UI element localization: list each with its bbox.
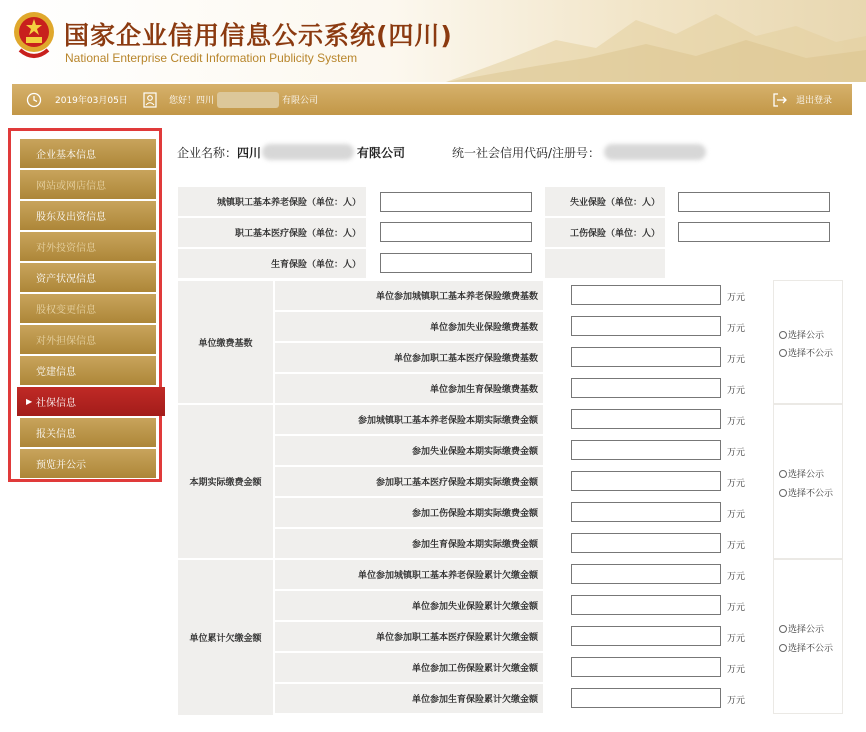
sidebar-item-guarantee-info[interactable] (20, 325, 156, 354)
maternity-count-label: 生育保险（单位：人） (178, 249, 366, 278)
sidebar-item-label: 报关信息 (36, 429, 76, 440)
national-emblem-icon (12, 10, 56, 62)
sidebar-item-equity-change-info[interactable] (20, 294, 156, 323)
unit-label: 万元 (727, 541, 746, 551)
medical-count-input[interactable] (380, 222, 532, 242)
hide-radio-2[interactable] (779, 486, 833, 499)
unit-label: 万元 (727, 572, 746, 582)
amount-input[interactable] (571, 316, 721, 336)
amount-input[interactable] (571, 502, 721, 522)
unit-label: 万元 (727, 634, 746, 644)
logout-icon (772, 92, 788, 108)
amount-input[interactable] (571, 409, 721, 429)
mountain-background (446, 0, 866, 82)
clock-icon (26, 92, 42, 108)
credit-code-label: 统一社会信用代码/注册号： (452, 146, 601, 160)
amount-input[interactable] (571, 626, 721, 646)
amount-input[interactable] (571, 533, 721, 553)
radio-label: 选择不公示 (788, 489, 834, 499)
sidebar-item-label: 企业基本信息 (36, 150, 96, 161)
hide-radio-1[interactable] (779, 346, 833, 359)
amount-input[interactable] (571, 595, 721, 615)
unit-label: 万元 (727, 696, 746, 706)
option-column (773, 280, 843, 404)
sidebar-item-label: 股东及出资信息 (36, 212, 106, 223)
active-arrow-icon: ▶ (26, 397, 33, 406)
sidebar-item-label: 对外担保信息 (36, 336, 96, 347)
radio-label: 选择公示 (788, 331, 825, 341)
injury-count-label: 工伤保险（单位：人） (545, 218, 665, 247)
sidebar-item-investment-info[interactable] (20, 232, 156, 261)
greeting-text: 您好！四川 (169, 96, 215, 106)
unit-label: 万元 (727, 324, 746, 334)
maternity-count-input[interactable] (380, 253, 532, 273)
amount-row-label: 参加城镇职工基本养老保险本期实际缴费金额 (275, 405, 543, 434)
amount-row-label: 单位参加失业保险缴费基数 (275, 312, 543, 341)
radio-label: 选择公示 (788, 625, 825, 635)
amount-row-label: 参加失业保险本期实际缴费金额 (275, 436, 543, 465)
radio-label: 选择不公示 (788, 349, 834, 359)
amount-row-label: 单位参加失业保险累计欠缴金额 (275, 591, 543, 620)
radio-label: 选择公示 (788, 470, 825, 480)
option-column (773, 559, 843, 714)
empty-cell (545, 249, 665, 278)
sidebar-item-label: 对外投资信息 (36, 243, 96, 254)
amount-row-label: 单位参加职工基本医疗保险缴费基数 (275, 343, 543, 372)
publish-radio-2[interactable] (779, 467, 824, 480)
amount-row-label: 参加生育保险本期实际缴费金额 (275, 529, 543, 558)
sidebar-item-assets-info[interactable] (20, 263, 156, 292)
sidebar-item-social-insurance[interactable] (17, 387, 165, 416)
credit-code-line (452, 144, 600, 161)
unemployment-count-input[interactable] (678, 192, 830, 212)
company-name-label: 企业名称： (177, 146, 238, 160)
greeting-suffix: 有限公司 (282, 96, 319, 106)
amount-input[interactable] (571, 657, 721, 677)
logout-button[interactable] (772, 84, 832, 115)
redacted-credit-code (604, 144, 706, 160)
sidebar-item-label: 资产状况信息 (36, 274, 96, 285)
pension-count-label: 城镇职工基本养老保险（单位：人） (178, 187, 366, 216)
group-title-contribution-base: 单位缴费基数 (178, 281, 273, 403)
radio-icon (779, 625, 787, 633)
amount-row-label: 参加工伤保险本期实际缴费金额 (275, 498, 543, 527)
group-title-accumulated-arrears: 单位累计欠缴金额 (178, 560, 273, 715)
sidebar-item-basic-info[interactable] (20, 139, 156, 168)
sidebar-item-shareholder-info[interactable] (20, 201, 156, 230)
social-insurance-form (178, 185, 844, 715)
amount-input[interactable] (571, 564, 721, 584)
redacted-name (217, 92, 279, 108)
radio-icon (779, 470, 787, 478)
unit-label: 万元 (727, 665, 746, 675)
medical-count-label: 职工基本医疗保险（单位：人） (178, 218, 366, 247)
radio-label: 选择不公示 (788, 644, 834, 654)
unit-label: 万元 (727, 355, 746, 365)
sidebar-item-label: 网站或网店信息 (36, 181, 106, 192)
unemployment-count-label: 失业保险（单位：人） (545, 187, 665, 216)
unit-label: 万元 (727, 293, 746, 303)
greeting-area (143, 84, 318, 115)
unit-label: 万元 (727, 479, 746, 489)
site-subtitle: National Enterprise Credit Information Publicity System (65, 51, 358, 65)
company-name-suffix-line (357, 144, 405, 161)
user-icon (143, 92, 157, 108)
sidebar (8, 128, 162, 482)
sidebar-item-label: 股权变更信息 (36, 305, 96, 316)
amount-row-label: 单位参加城镇职工基本养老保险缴费基数 (275, 281, 543, 310)
current-date: 2019年03月05日 (55, 96, 128, 106)
sidebar-item-customs-info[interactable] (20, 418, 156, 447)
logout-label: 退出登录 (796, 96, 833, 106)
amount-input[interactable] (571, 285, 721, 305)
publish-radio-1[interactable] (779, 328, 824, 341)
sidebar-item-party-info[interactable] (20, 356, 156, 385)
sidebar-item-preview-publish[interactable] (20, 449, 156, 478)
amount-row-label: 单位参加生育保险缴费基数 (275, 374, 543, 403)
unit-label: 万元 (727, 448, 746, 458)
top-bar (12, 84, 852, 115)
redacted-company-name (262, 144, 354, 160)
amount-row-label: 单位参加城镇职工基本养老保险累计欠缴金额 (275, 560, 543, 589)
unit-label: 万元 (727, 417, 746, 427)
company-name-prefix: 四川 (237, 146, 262, 160)
date-area (26, 84, 128, 115)
site-header (0, 0, 866, 82)
sidebar-item-label: 预览并公示 (36, 460, 86, 471)
amount-row-label: 单位参加工伤保险累计欠缴金额 (275, 653, 543, 682)
hide-radio-3[interactable] (779, 641, 833, 654)
group-title-actual-payment: 本期实际缴费金额 (178, 405, 273, 558)
amount-input[interactable] (571, 347, 721, 367)
radio-icon (779, 489, 787, 497)
unit-label: 万元 (727, 386, 746, 396)
company-name-suffix: 有限公司 (357, 146, 406, 160)
amount-input[interactable] (571, 688, 721, 708)
amount-row-label: 单位参加职工基本医疗保险累计欠缴金额 (275, 622, 543, 651)
radio-icon (779, 331, 787, 339)
pension-count-input[interactable] (380, 192, 532, 212)
company-name-line (177, 144, 261, 161)
amount-row-label: 参加职工基本医疗保险本期实际缴费金额 (275, 467, 543, 496)
publish-radio-3[interactable] (779, 622, 824, 635)
sidebar-item-label: 党建信息 (36, 367, 76, 378)
amount-row-label: 单位参加生育保险累计欠缴金额 (275, 684, 543, 713)
site-title: 国家企业信用信息公示系统(四川) (64, 21, 453, 50)
amount-input[interactable] (571, 378, 721, 398)
unit-label: 万元 (727, 510, 746, 520)
injury-count-input[interactable] (678, 222, 830, 242)
sidebar-item-website-info[interactable] (20, 170, 156, 199)
radio-icon (779, 644, 787, 652)
option-column (773, 404, 843, 559)
amount-input[interactable] (571, 440, 721, 460)
unit-label: 万元 (727, 603, 746, 613)
amount-input[interactable] (571, 471, 721, 491)
radio-icon (779, 349, 787, 357)
sidebar-item-label: 社保信息 (36, 398, 76, 409)
